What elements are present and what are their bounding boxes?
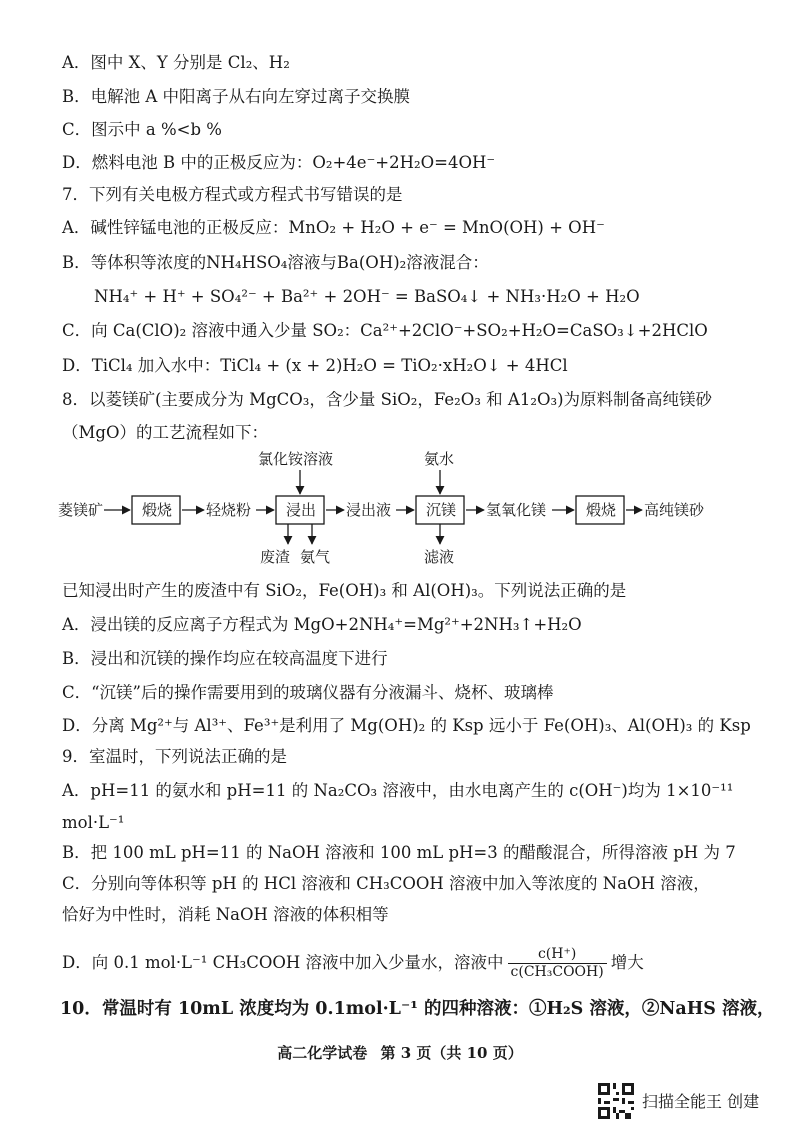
- q7-stem: 7．下列有关电极方程式或方程式书写错误的是: [62, 185, 403, 204]
- q7-option-b: B．等体积等浓度的NH₄HSO₄溶液与Ba(OH)₂溶液混合：: [62, 253, 489, 272]
- q8-stem-continued: （MgO）的工艺流程如下：: [62, 423, 268, 442]
- q6-option-d: D．燃料电池 B 中的正极反应为：O₂+4e⁻+2H₂O=4OH⁻: [62, 153, 496, 172]
- concentration-fraction: [508, 946, 607, 981]
- flow-box-precipitate-label: 沉镁: [426, 501, 457, 519]
- q7-option-b-equation: NH₄⁺ + H⁺ + SO₄²⁻ + Ba²⁺ + 2OH⁻ = BaSO₄↓ + NH₃·H₂O + H₂O: [94, 287, 640, 306]
- flow-final-product: 高纯镁砂: [644, 501, 705, 519]
- q9-option-d: [62, 946, 770, 981]
- q7-option-a: A．碱性锌锰电池的正极反应：MnO₂ + H₂O + e⁻ = MnO(OH) + OH⁻: [62, 218, 605, 237]
- scanner-watermark: 扫描全能王 创建: [642, 1092, 760, 1111]
- q6-option-a: A．图中 X、Y 分别是 Cl₂、H₂: [62, 53, 290, 72]
- fraction-denominator: c(CH₃COOH): [510, 964, 604, 980]
- q9-option-a: A．pH=11 的氨水和 pH=11 的 Na₂CO₃ 溶液中，由水电离产生的 c(OH⁻)均为 1×10⁻¹¹: [62, 781, 734, 800]
- flow-byproduct-ammonia: 氨气: [300, 548, 331, 566]
- q8-stem: 8．以菱镁矿(主要成分为 MgCO₃，含少量 SiO₂，Fe₂O₃ 和 A1₂O₃)为原料制备高纯镁砂: [62, 390, 713, 409]
- q9-option-a-continued: mol·L⁻¹: [62, 813, 125, 832]
- flow-product-2: 浸出液: [346, 501, 392, 519]
- footer-subject: 高二化学试卷: [277, 1044, 368, 1062]
- flow-product-1: 轻烧粉: [206, 501, 252, 519]
- q9-stem: 9．室温时，下列说法正确的是: [62, 747, 287, 766]
- flow-byproduct-waste: 废渣: [260, 548, 291, 566]
- q8-option-b: B．浸出和沉镁的操作均应在较高温度下进行: [62, 649, 388, 668]
- flow-box-calcine-1-label: 煅烧: [142, 501, 173, 519]
- process-flowchart: [0, 446, 800, 576]
- q9-option-d-text: D．向 0.1 mol·L⁻¹ CH₃COOH 溶液中加入少量水，溶液中: [62, 953, 504, 972]
- question-10-stem: 10．常温时有 10mL 浓度均为 0.1mol·L⁻¹ 的四种溶液：①H₂S 溶液，②NaHS 溶液，: [60, 999, 775, 1019]
- q7-option-c: C．向 Ca(ClO)₂ 溶液中通入少量 SO₂：Ca²⁺+2ClO⁻+SO₂+H₂O=CaSO₃↓+2HClO: [62, 321, 708, 340]
- fraction-numerator: c(H⁺): [508, 946, 607, 964]
- q8-option-a: A．浸出镁的反应离子方程式为 MgO+2NH₄⁺=Mg²⁺+2NH₃↑+H₂O: [62, 615, 582, 634]
- q7-option-d: D．TiCl₄ 加入水中：TiCl₄ + (x + 2)H₂O = TiO₂·xH₂O↓ + 4HCl: [62, 356, 568, 375]
- q9-option-c: C．分别向等体积等 pH 的 HCl 溶液和 CH₃COOH 溶液中加入等浓度的 NaOH 溶液，: [62, 874, 710, 893]
- footer-page-number: 第 3 页（共 10 页）: [380, 1044, 523, 1062]
- qr-code-icon: [598, 1083, 634, 1119]
- q9-option-d-tail: 增大: [610, 953, 644, 972]
- flow-box-leach-label: 浸出: [286, 501, 317, 519]
- flow-reagent-1: 氯化铵溶液: [258, 450, 334, 468]
- q8-option-c: C．“沉镁”后的操作需要用到的玻璃仪器有分液漏斗、烧杯、玻璃棒: [62, 683, 554, 702]
- q9-option-b: B．把 100 mL pH=11 的 NaOH 溶液和 100 mL pH=3 的醋酸混合，所得溶液 pH 为 7: [62, 843, 736, 862]
- q9-option-c-continued: 恰好为中性时，消耗 NaOH 溶液的体积相等: [62, 905, 389, 924]
- flow-byproduct-filtrate: 滤液: [424, 548, 455, 566]
- flow-reagent-2: 氨水: [424, 450, 455, 468]
- q8-option-d: D．分离 Mg²⁺与 Al³⁺、Fe³⁺是利用了 Mg(OH)₂ 的 Ksp 远小于 Fe(OH)₃、Al(OH)₃ 的 Ksp: [62, 716, 751, 735]
- flow-box-calcine-2-label: 煅烧: [586, 501, 617, 519]
- flow-raw-material: 菱镁矿: [58, 501, 104, 519]
- q8-known: 已知浸出时产生的废渣中有 SiO₂，Fe(OH)₃ 和 Al(OH)₃。下列说法正确的是: [62, 581, 627, 600]
- q6-option-c: C．图示中 a %<b %: [62, 120, 222, 139]
- page-footer: [0, 1042, 800, 1063]
- flow-product-3: 氢氧化镁: [486, 501, 547, 519]
- q6-option-b: B．电解池 A 中阳离子从右向左穿过离子交换膜: [62, 87, 411, 106]
